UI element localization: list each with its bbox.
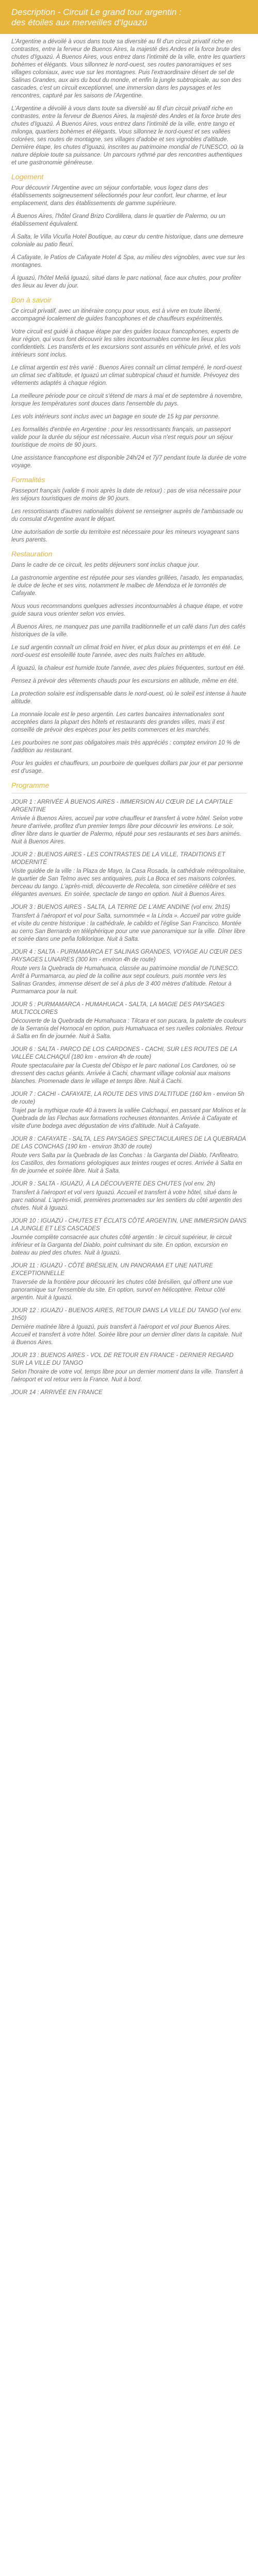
- budget-paragraph: Pour les guides et chauffeurs, un pourboire de quelques dollars par jour et par personne est d'usage.: [11, 760, 243, 774]
- intro-paragraph: L'Argentine a dévoilé à vous dans toute sa diversité au fil d'un circuit privatif riche en contrastes, entre la ferveur de Buenos Aires, la majesté des Andes et la force brute des chutes d'Iguazú. À Buenos Aires, vous entrez dans l'intimité de la ville, entre les quartiers bohèmes et élégants. Vous sillonnez le nord-ouest, ses routes panoramiques et ses villages coloniaux, avec vue sur les montagnes. Puis l'extraordinaire désert de sel de Salinas Grandes, aux airs du bout du monde, et enfin la jungle subtropicale, au son des cascades, c'est un circuit exceptionnel, une immersion dans les paysages et les rencontres, capturé par les saisons de l'Argentine.: [11, 39, 246, 99]
- itinerary-day-heading: JOUR 1 : ARRIVÉE À BUENOS AIRES - IMMERSION AU CŒUR DE LA CAPITALE ARGENTINE: [11, 799, 233, 813]
- itinerary-day-heading: JOUR 3 : BUENOS AIRES - SALTA, LA TERRE DE L'AME ANDINE (vol env. 2h15): [11, 904, 230, 910]
- logement-paragraph: À Buenos Aires, l'hôtel Grand Brizo Cordillera, dans le quartier de Palermo, ou un établissement équivalent.: [11, 213, 225, 227]
- page-title-line-1: Description - Circuit Le grand tour argentin :: [11, 7, 182, 17]
- itinerary-day-heading: JOUR 11 : IGUAZÚ - CÔTÉ BRÉSILIEN, UN PANORAMA ET UNE NATURE EXCEPTIONNELLE: [11, 1263, 213, 1277]
- itinerary-day-5: [11, 1001, 247, 1041]
- itinerary-day-text: Transfert à l'aéroport et vol vers Iguazú. Accueil et transfert à votre hôtel, situé dans le parc national. L'après-midi, premières promenades sur les sentiers du côté argentin des chutes. Nuit à Iguazú.: [11, 1190, 243, 1211]
- itinerary-day-heading: JOUR 4 : SALTA - PURMAMARCA ET SALINAS GRANDES, VOYAGE AU CŒUR DES PAYSAGES LUNAIRES (300 km - environ 4h de route): [11, 949, 242, 963]
- logement-paragraph: Pour découvrir l'Argentine avec un séjour confortable, vous logez dans des établissements soigneusement sélectionnés pour leur confort, leur charme, et leur emplacement, dans des établissements de gamme supérieure.: [11, 185, 227, 207]
- itinerary-day-3: [11, 904, 247, 943]
- itinerary-day-text: Arrivée à Buenos Aires, accueil par votre chauffeur et transfert à votre hôtel. Selon votre heure d'arrivée, profitez d'un premier temps libre pour découvrir les environs. Le soir, dîner libre dans le quartier de Palermo, réputé pour ses restaurants et ses bars animés. Nuit à Buenos Aires.: [11, 816, 243, 845]
- climat-paragraph: La protection solaire est indispensable dans le nord-ouest, où le soleil est intense à haute altitude.: [11, 691, 247, 705]
- bon-a-savoir-section: [11, 295, 247, 470]
- formalites-paragraph: Passeport français (valide 6 mois après la date de retour) : pas de visa nécessaire pour les séjours touristiques de moins de 90 jours.: [11, 488, 241, 502]
- formalites-paragraph: Les ressortissants d'autres nationalités doivent se renseigner auprès de l'ambassade ou du consulat d'Argentine avant le départ.: [11, 509, 243, 522]
- itinerary-day-heading: JOUR 6 : SALTA - PARCO DE LOS CARDONES - CACHI, SUR LES ROUTES DE LA VALLÉE CALCHAQUÍ (180 km - environ 4h de route): [11, 1046, 237, 1060]
- page-title-line-2: des étoiles aux merveilles d'Iguazú: [11, 18, 148, 27]
- itinerary-day-9: [11, 1180, 247, 1212]
- itinerary-day-text: Route vers la Quebrada de Humahuaca, classée au patrimoine mondial de l'UNESCO. Arrêt à Purmamarca, au pied de la colline aux sept couleurs, puis montée vers les Salinas Grandes, immense désert de sel à plus de 3 400 mètres d'altitude. Retour à Purmamarca pour la nuit.: [11, 965, 239, 995]
- section-title-logement: Logement: [11, 173, 44, 181]
- budget-paragraph: Les pourboires ne sont pas obligatoires mais très appréciés : comptez environ 10 % de l'addition au restaurant.: [11, 740, 240, 754]
- itinerary-day-heading: JOUR 10 : IGUAZÚ - CHUTES ET ÉCLATS CÔTÉ ARGENTIN, UNE IMMERSION DANS LA JUNGLE ET LES CASCADES: [11, 1218, 247, 1232]
- itinerary-day-text: Traversée de la frontière pour découvrir les chutes côté brésilien, qui offrent une vue panoramique sur l'ensemble du site. En option, survol en hélicoptère. Retour côté argentin. Nuit à Iguazú.: [11, 1279, 233, 1301]
- section-title-programme: Programme: [11, 781, 50, 789]
- section-title-restauration: Restauration: [11, 550, 53, 558]
- itinerary-day-13: [11, 1352, 247, 1384]
- climat-paragraph: Le sud argentin connaît un climat froid en hiver, et plus doux au printemps et en été. Le nord-ouest est ensoleillé toute l'année, avec des nuits fraîches en altitude.: [11, 645, 240, 658]
- restauration-paragraph: À Buenos Aires, ne manquez pas une parrilla traditionnelle et un café dans l'un des cafés historiques de la ville.: [11, 624, 246, 638]
- itinerary-day-7: [11, 1091, 247, 1130]
- climat-section: [11, 644, 247, 706]
- itinerary-day-8: [11, 1136, 247, 1175]
- itinerary-day-heading: JOUR 5 : PURMAMARCA - HUMAHUACA - SALTA, LA MAGIE DES PAYSAGES MULTICOLORES: [11, 1002, 225, 1015]
- itinerary-day-heading: JOUR 12 : IGUAZÚ - BUENOS AIRES, RETOUR DANS LA VILLE DU TANGO (vol env. 1h50): [11, 1308, 242, 1321]
- bon-a-savoir-paragraph: Une assistance francophone est disponible 24h/24 et 7j/7 pendant toute la durée de votre voyage.: [11, 455, 247, 469]
- itinerary-day-text: Transfert à l'aéroport et vol pour Salta, surnommée « la Linda ». Accueil par votre guide et visite du centre historique : la cathédrale, le cabildo et l'église San Francisco. Montée au cerro San Bernardo en téléphérique pour une vue panoramique sur la ville. Dîner libre et soirée dans une peña folklorique. Nuit à Salta.: [11, 913, 246, 942]
- itinerary-day-2: [11, 851, 247, 899]
- itinerary-day-heading: JOUR 14 : ARRIVÉE EN FRANCE: [11, 1389, 103, 1396]
- page-title: [11, 7, 247, 28]
- main-content: [0, 34, 258, 1397]
- restauration-paragraph: Dans le cadre de ce circuit, les petits déjeuners sont inclus chaque jour.: [11, 562, 200, 568]
- intro-section: [11, 38, 247, 167]
- bon-a-savoir-paragraph: Votre circuit est guidé à chaque étape par des guides locaux francophones, experts de leur région, qui vous font découvrir les sites incontournables comme les lieux plus confidentiels. Les transferts et les excursions sont assurés en véhicule privé, et les vols intérieurs sont inclus.: [11, 329, 241, 358]
- formalites-paragraph: Une autorisation de sortie du territoire est nécessaire pour les mineurs voyageant sans leurs parents.: [11, 529, 239, 543]
- programme-section: [11, 781, 247, 1397]
- itinerary-day-text: Route spectaculaire par la Cuesta del Obispo et le parc national Los Cardones, où se dressent des cactus géants. Arrivée à Cachi, charmant village colonial aux maisons blanches. Promenade dans le village et temps libre. Nuit à Cachi.: [11, 1063, 236, 1084]
- bon-a-savoir-paragraph: Ce circuit privatif, avec un itinéraire conçu pour vous, est à vivre en toute liberté, accompagné localement de guides francophones et de chauffeurs expérimentés.: [11, 308, 224, 322]
- itinerary-day-10: [11, 1217, 247, 1257]
- itinerary-day-heading: JOUR 7 : CACHI - CAFAYATE, LA ROUTE DES VINS D'ALTITUDE (160 km - environ 5h de route): [11, 1091, 245, 1105]
- hero-banner: [0, 0, 258, 34]
- itinerary-day-6: [11, 1046, 247, 1086]
- logement-section: [11, 172, 247, 290]
- itinerary-day-heading: JOUR 13 : BUENOS AIRES - VOL DE RETOUR EN FRANCE - DERNIER REGARD SUR LA VILLE DU TANGO: [11, 1352, 234, 1366]
- logement-paragraph: À Cafayate, le Patios de Cafayate Hotel & Spa, au milieu des vignobles, avec vue sur les montagnes.: [11, 255, 245, 268]
- bon-a-savoir-paragraph: Le climat argentin est très varié : Buenos Aires connaît un climat tempéré, le nord-ouest un climat sec d'altitude, et Iguazú un climat subtropical chaud et humide. Prévoyez des vêtements adaptés à chaque région.: [11, 365, 242, 386]
- itinerary-day-heading: JOUR 2 : BUENOS AIRES - LES CONTRASTES DE LA VILLE, TRADITIONS ET MODERNITÉ: [11, 852, 225, 866]
- logement-paragraph: À Salta, le Villa Vicuña Hotel Boutique, au cœur du centre historique, dans une demeure coloniale au patio fleuri.: [11, 234, 244, 248]
- restauration-paragraph: Nous vous recommandons quelques adresses incontournables à chaque étape, et votre guide saura vous orienter selon vos envies.: [11, 603, 243, 617]
- itinerary-day-text: Selon l'horaire de votre vol, temps libre pour un dernier moment dans la ville. Transfert à l'aéroport et vol retour vers la France. Nuit à bord.: [11, 1369, 243, 1383]
- itinerary-day-text: Route vers Salta par la Quebrada de las Conchas : la Garganta del Diablo, l'Anfiteatro, los Castillos, des formations géologiques aux teintes rouges et ocres. Arrivée à Salta en fin de journée et soirée libre. Nuit à Salta.: [11, 1153, 243, 1174]
- climat-paragraph: Pensez à prévoir des vêtements chauds pour les excursions en altitude, même en été.: [11, 678, 238, 684]
- section-title-formalites: Formalités: [11, 476, 45, 484]
- itinerary-day-text: Visite guidée de la ville : la Plaza de Mayo, la Casa Rosada, la cathédrale métropolitaine, le quartier de San Telmo avec ses antiquaires, puis La Boca et ses maisons colorées, berceau du tango. L'après-midi, découverte de Recoleta, son cimetière célèbre et ses élégantes avenues. En soirée, spectacle de tango en option. Nuit à Buenos Aires.: [11, 868, 246, 897]
- restauration-paragraph: La gastronomie argentine est réputée pour ses viandes grillées, l'asado, les empanadas, le dulce de leche et ses vins, notamment le malbec de Mendoza et le torrontés de Cafayate.: [11, 575, 244, 597]
- itinerary-day-11: [11, 1262, 247, 1302]
- budget-paragraph: La monnaie locale est le peso argentin. Les cartes bancaires internationales sont acceptées dans la plupart des hôtels et restaurants des grandes villes, mais il est conseillé de prévoir des espèces pour les petits commerces et les marchés.: [11, 711, 224, 733]
- formalites-section: [11, 475, 247, 544]
- itinerary-day-text: Trajet par la mythique route 40 à travers la vallée Calchaquí, en passant par Molinos et la Quebrada de las Flechas aux formations rocheuses étonnantes. Arrivée à Cafayate et visite d'une bodega avec dégustation de vins d'altitude. Nuit à Cafayate.: [11, 1108, 246, 1129]
- itinerary-day-1: [11, 799, 247, 846]
- itinerary-day-text: Découverte de la Quebrada de Humahuaca : Tilcara et son pucara, la palette de couleurs de la Serranía del Hornocal en option, puis Humahuaca et ses ruelles coloniales. Retour à Salta en fin de journée. Nuit à Salta.: [11, 1018, 247, 1040]
- itinerary-day-14: [11, 1389, 247, 1397]
- itinerary-day-4: [11, 948, 247, 996]
- itinerary-day-text: Journée complète consacrée aux chutes côté argentin : le circuit supérieur, le circuit inférieur et la Garganta del Diablo, point culminant du site. En option, excursion en bateau au pied des chutes. Nuit à Iguazú.: [11, 1234, 232, 1256]
- bon-a-savoir-paragraph: La meilleure période pour ce circuit s'étend de mars à mai et de septembre à novembre, lorsque les températures sont douces dans l'ensemble du pays.: [11, 393, 243, 407]
- section-title-bon-a-savoir: Bon à savoir: [11, 296, 52, 304]
- bon-a-savoir-paragraph: Les formalités d'entrée en Argentine : pour les ressortissants français, un passeport valide pour la durée du séjour est nécessaire. Aucun visa n'est requis pour un séjour touristique de moins de 90 jours.: [11, 427, 233, 448]
- itinerary-day-heading: JOUR 8 : CAFAYATE - SALTA, LES PAYSAGES SPECTACULAIRES DE LA QUEBRADA DE LAS CONCHAS (190 km - environ 3h30 de route): [11, 1136, 246, 1150]
- itinerary-day-heading: JOUR 9 : SALTA - IGUAZÚ, À LA DÉCOUVERTE DES CHUTES (vol env. 2h): [11, 1181, 216, 1187]
- bon-a-savoir-paragraph: Les vols intérieurs sont inclus avec un bagage en soute de 15 kg par personne.: [11, 414, 220, 420]
- climat-paragraph: À Iguazú, la chaleur est humide toute l'année, avec des pluies fréquentes, surtout en été.: [11, 665, 245, 671]
- budget-section: [11, 711, 247, 775]
- intro-paragraph: L'Argentine a dévoilé à vous dans toute sa diversité au fil d'un circuit privatif riche en contrastes, entre la ferveur de Buenos Aires, la majesté des Andes et la force brute des chutes d'Iguazú. À Buenos Aires, vous entrez dans l'intimité de la ville, entre tango et milonga, quartiers bohèmes et élégants. Vous sillonnez le nord-ouest et ses vallées colorées, ses routes de montagne, ses villages d'adobe et ses vignobles d'altitude. Dernière étape, les chutes d'Iguazú, inscrites au patrimoine mondial de l'UNESCO, où la nature déploie toute sa puissance. Un parcours rythmé par des rencontres authentiques et une gastronomie généreuse.: [11, 106, 244, 166]
- restauration-section: [11, 549, 247, 639]
- logement-paragraph: À Iguazú, l'hôtel Meliá Iguazú, situé dans le parc national, face aux chutes, pour profiter des lieux au lever du jour.: [11, 275, 241, 289]
- itinerary-day-text: Dernière matinée libre à Iguazú, puis transfert à l'aéroport et vol pour Buenos Aires. Accueil et transfert à votre hôtel. Soirée libre pour un dernier dîner dans la capitale. Nuit à Buenos Aires.: [11, 1324, 242, 1346]
- itinerary-day-12: [11, 1307, 247, 1347]
